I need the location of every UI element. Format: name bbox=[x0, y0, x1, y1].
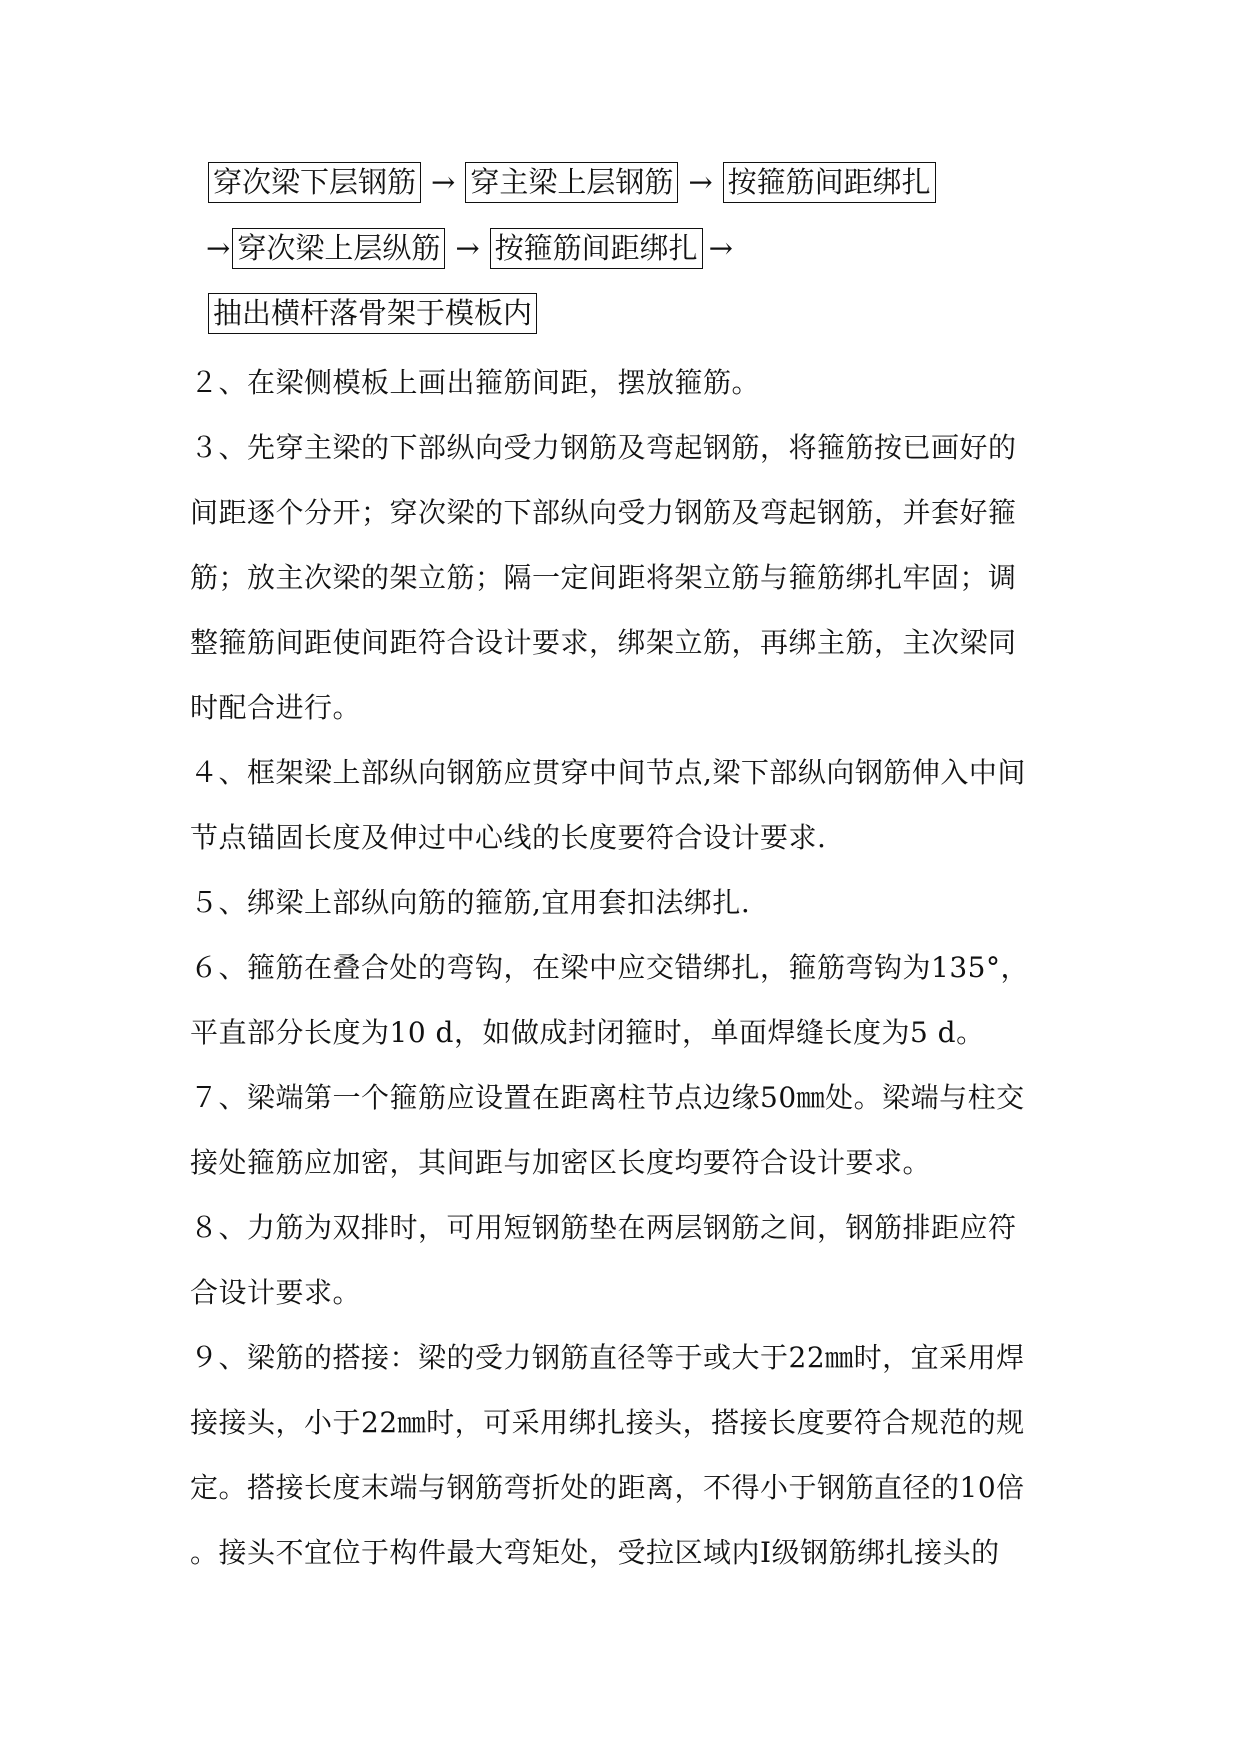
flow-arrow: → bbox=[455, 231, 480, 265]
flow-arrow: → bbox=[708, 231, 733, 265]
flow-step-box: 抽出横杆落骨架于模板内 bbox=[208, 293, 537, 334]
body-text-line: 接处箍筋应加密，其间距与加密区长度均要符合设计要求。 bbox=[190, 1146, 932, 1179]
body-text-line: 定。搭接长度末端与钢筋弯折处的距离，不得小于钢筋直径的10倍 bbox=[190, 1471, 1025, 1504]
body-text-line: ６、箍筋在叠合处的弯钩，在梁中应交错绑扎，箍筋弯钩为135°， bbox=[190, 951, 1029, 984]
body-text-line: 筋；放主次梁的架立筋；隔一定间距将架立筋与箍筋绑扎牢固；调 bbox=[190, 561, 1017, 594]
body-text-line: 间距逐个分开；穿次梁的下部纵向受力钢筋及弯起钢筋，并套好箍 bbox=[190, 496, 1017, 529]
flow-row-2 bbox=[206, 226, 733, 270]
body-text-line: 平直部分长度为10 d，如做成封闭箍时，单面焊缝长度为5 d。 bbox=[190, 1016, 985, 1049]
body-text-line: ３、先穿主梁的下部纵向受力钢筋及弯起钢筋，将箍筋按已画好的 bbox=[190, 431, 1017, 464]
flow-row-1 bbox=[208, 160, 936, 204]
body-text-line: ２、在梁侧模板上画出箍筋间距，摆放箍筋。 bbox=[190, 366, 761, 399]
flow-step-box: 穿次梁上层纵筋 bbox=[232, 228, 445, 269]
flow-row-3 bbox=[208, 291, 537, 335]
flow-step-box: 按箍筋间距绑扎 bbox=[723, 162, 936, 203]
flow-arrow: → bbox=[431, 165, 456, 199]
body-text-line: ５、绑梁上部纵向筋的箍筋,宜用套扣法绑扎. bbox=[190, 886, 751, 919]
body-text-line: ７、梁端第一个箍筋应设置在距离柱节点边缘50㎜处。梁端与柱交 bbox=[190, 1081, 1025, 1114]
body-text-line: ９、梁筋的搭接：梁的受力钢筋直径等于或大于22㎜时，宜采用焊 bbox=[190, 1341, 1025, 1374]
body-text-line: 时配合进行。 bbox=[190, 691, 362, 724]
body-text-line: ４、框架梁上部纵向钢筋应贯穿中间节点,梁下部纵向钢筋伸入中间 bbox=[190, 756, 1026, 789]
flow-step-box: 穿次梁下层钢筋 bbox=[208, 162, 421, 203]
body-text-line: 合设计要求。 bbox=[190, 1276, 362, 1309]
body-text-line: 。接头不宜位于构件最大弯矩处，受拉区域内Ⅰ级钢筋绑扎接头的 bbox=[190, 1536, 1000, 1569]
body-text-line: 节点锚固长度及伸过中心线的长度要符合设计要求. bbox=[190, 821, 827, 854]
flow-step-box: 穿主梁上层钢筋 bbox=[465, 162, 678, 203]
body-text-line: 接接头，小于22㎜时，可采用绑扎接头，搭接长度要符合规范的规 bbox=[190, 1406, 1025, 1439]
body-text-line: ８、力筋为双排时，可用短钢筋垫在两层钢筋之间，钢筋排距应符 bbox=[190, 1211, 1017, 1244]
flow-arrow: → bbox=[688, 165, 713, 199]
flow-step-box: 按箍筋间距绑扎 bbox=[490, 228, 703, 269]
body-text-line: 整箍筋间距使间距符合设计要求，绑架立筋，再绑主筋，主次梁同 bbox=[190, 626, 1017, 659]
flow-arrow: → bbox=[206, 231, 231, 265]
